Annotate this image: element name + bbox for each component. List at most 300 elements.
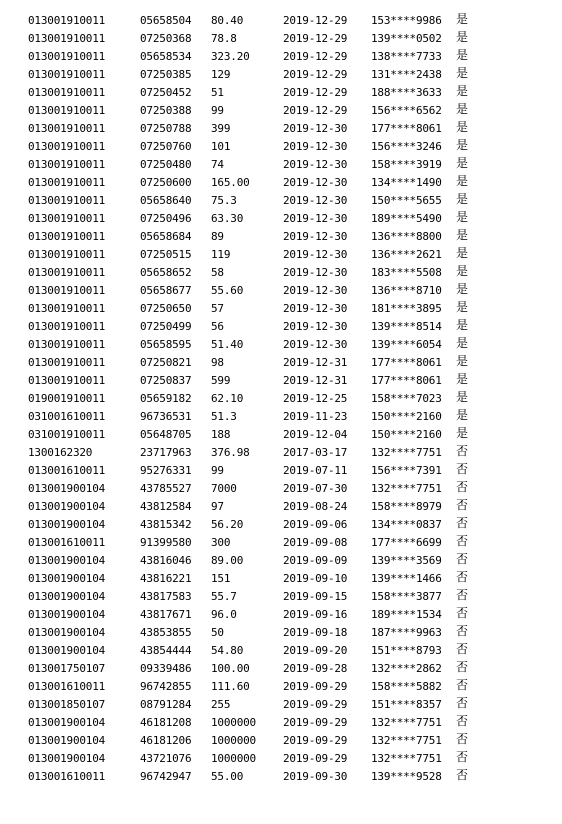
phone-cell: 138****7733 — [371, 50, 442, 63]
date-cell: 2019-12-29 — [283, 68, 348, 81]
date-cell: 2019-09-29 — [283, 680, 348, 693]
code-cell: 013001910011 — [28, 194, 106, 207]
table-row — [0, 102, 562, 120]
amount-cell: 57 — [211, 302, 224, 315]
table-row — [0, 120, 562, 138]
flag-cell: 是 — [456, 318, 468, 332]
number-cell: 91399580 — [140, 536, 192, 549]
phone-cell: 177****8061 — [371, 356, 442, 369]
number-cell: 46181206 — [140, 734, 192, 747]
amount-cell: 63.30 — [211, 212, 244, 225]
date-cell: 2019-12-29 — [283, 50, 348, 63]
phone-cell: 156****3246 — [371, 140, 442, 153]
flag-cell: 否 — [456, 606, 468, 620]
amount-cell: 99 — [211, 464, 224, 477]
code-cell: 013001910011 — [28, 266, 106, 279]
phone-cell: 158****5882 — [371, 680, 442, 693]
number-cell: 96742947 — [140, 770, 192, 783]
date-cell: 2019-12-29 — [283, 104, 348, 117]
number-cell: 05658595 — [140, 338, 192, 351]
date-cell: 2019-09-08 — [283, 536, 348, 549]
number-cell: 07250760 — [140, 140, 192, 153]
code-cell: 013001900104 — [28, 608, 106, 621]
date-cell: 2019-12-31 — [283, 374, 348, 387]
amount-cell: 188 — [211, 428, 231, 441]
amount-cell: 55.00 — [211, 770, 244, 783]
number-cell: 43853855 — [140, 626, 192, 639]
amount-cell: 80.40 — [211, 14, 244, 27]
flag-cell: 否 — [456, 642, 468, 656]
amount-cell: 119 — [211, 248, 231, 261]
number-cell: 07250515 — [140, 248, 192, 261]
table-row — [0, 498, 562, 516]
amount-cell: 58 — [211, 266, 224, 279]
date-cell: 2019-09-18 — [283, 626, 348, 639]
code-cell: 013001750107 — [28, 662, 106, 675]
number-cell: 07250480 — [140, 158, 192, 171]
table-row — [0, 390, 562, 408]
flag-cell: 是 — [456, 336, 468, 350]
phone-cell: 158****3877 — [371, 590, 442, 603]
table-row — [0, 462, 562, 480]
amount-cell: 78.8 — [211, 32, 237, 45]
flag-cell: 是 — [456, 372, 468, 386]
table-row — [0, 336, 562, 354]
date-cell: 2019-09-29 — [283, 716, 348, 729]
code-cell: 013001910011 — [28, 320, 106, 333]
table-row — [0, 408, 562, 426]
date-cell: 2019-09-09 — [283, 554, 348, 567]
table-row — [0, 138, 562, 156]
phone-cell: 189****5490 — [371, 212, 442, 225]
flag-cell: 否 — [456, 462, 468, 476]
code-cell: 013001900104 — [28, 716, 106, 729]
phone-cell: 158****3919 — [371, 158, 442, 171]
number-cell: 43721076 — [140, 752, 192, 765]
flag-cell: 是 — [456, 228, 468, 242]
amount-cell: 1000000 — [211, 716, 256, 729]
code-cell: 013001610011 — [28, 770, 106, 783]
code-cell: 013001910011 — [28, 230, 106, 243]
table-row — [0, 552, 562, 570]
date-cell: 2019-11-23 — [283, 410, 348, 423]
date-cell: 2019-12-25 — [283, 392, 348, 405]
number-cell: 43816221 — [140, 572, 192, 585]
flag-cell: 否 — [456, 588, 468, 602]
phone-cell: 132****7751 — [371, 752, 442, 765]
number-cell: 23717963 — [140, 446, 192, 459]
amount-cell: 51.3 — [211, 410, 237, 423]
number-cell: 09339486 — [140, 662, 192, 675]
code-cell: 013001900104 — [28, 626, 106, 639]
amount-cell: 96.0 — [211, 608, 237, 621]
table-row — [0, 66, 562, 84]
amount-cell: 55.60 — [211, 284, 244, 297]
number-cell: 43812584 — [140, 500, 192, 513]
code-cell: 1300162320 — [28, 446, 93, 459]
date-cell: 2019-09-29 — [283, 698, 348, 711]
date-cell: 2019-12-30 — [283, 194, 348, 207]
phone-cell: 183****5508 — [371, 266, 442, 279]
date-cell: 2019-07-11 — [283, 464, 348, 477]
table-row — [0, 210, 562, 228]
number-cell: 07250837 — [140, 374, 192, 387]
date-cell: 2019-09-06 — [283, 518, 348, 531]
table-row — [0, 588, 562, 606]
number-cell: 07250388 — [140, 104, 192, 117]
amount-cell: 1000000 — [211, 734, 256, 747]
code-cell: 013001900104 — [28, 500, 106, 513]
table-row — [0, 192, 562, 210]
flag-cell: 否 — [456, 552, 468, 566]
phone-cell: 139****9528 — [371, 770, 442, 783]
amount-cell: 300 — [211, 536, 231, 549]
number-cell: 07250788 — [140, 122, 192, 135]
number-cell: 96742855 — [140, 680, 192, 693]
flag-cell: 是 — [456, 300, 468, 314]
date-cell: 2019-12-29 — [283, 32, 348, 45]
amount-cell: 74 — [211, 158, 224, 171]
table-row — [0, 84, 562, 102]
flag-cell: 是 — [456, 264, 468, 278]
date-cell: 2019-09-15 — [283, 590, 348, 603]
table-row — [0, 156, 562, 174]
date-cell: 2019-12-30 — [283, 158, 348, 171]
phone-cell: 139****8514 — [371, 320, 442, 333]
number-cell: 07250368 — [140, 32, 192, 45]
table-row — [0, 768, 562, 786]
phone-cell: 156****6562 — [371, 104, 442, 117]
table-row — [0, 228, 562, 246]
table-row — [0, 12, 562, 30]
date-cell: 2019-08-24 — [283, 500, 348, 513]
table-row — [0, 570, 562, 588]
date-cell: 2019-12-29 — [283, 14, 348, 27]
date-cell: 2019-09-28 — [283, 662, 348, 675]
amount-cell: 151 — [211, 572, 231, 585]
amount-cell: 99 — [211, 104, 224, 117]
flag-cell: 否 — [456, 660, 468, 674]
table-row — [0, 48, 562, 66]
code-cell: 019001910011 — [28, 392, 106, 405]
code-cell: 013001850107 — [28, 698, 106, 711]
date-cell: 2019-09-30 — [283, 770, 348, 783]
table-row — [0, 534, 562, 552]
code-cell: 013001910011 — [28, 68, 106, 81]
code-cell: 013001900104 — [28, 734, 106, 747]
flag-cell: 是 — [456, 390, 468, 404]
amount-cell: 129 — [211, 68, 231, 81]
date-cell: 2019-12-29 — [283, 86, 348, 99]
flag-cell: 否 — [456, 678, 468, 692]
phone-cell: 150****5655 — [371, 194, 442, 207]
amount-cell: 98 — [211, 356, 224, 369]
number-cell: 43815342 — [140, 518, 192, 531]
number-cell: 07250499 — [140, 320, 192, 333]
code-cell: 013001900104 — [28, 572, 106, 585]
date-cell: 2019-07-30 — [283, 482, 348, 495]
date-cell: 2019-12-30 — [283, 284, 348, 297]
code-cell: 013001910011 — [28, 374, 106, 387]
flag-cell: 是 — [456, 66, 468, 80]
amount-cell: 7000 — [211, 482, 237, 495]
table-row — [0, 624, 562, 642]
date-cell: 2019-12-31 — [283, 356, 348, 369]
code-cell: 013001910011 — [28, 176, 106, 189]
flag-cell: 是 — [456, 156, 468, 170]
phone-cell: 136****8800 — [371, 230, 442, 243]
phone-cell: 151****8793 — [371, 644, 442, 657]
flag-cell: 是 — [456, 120, 468, 134]
date-cell: 2017-03-17 — [283, 446, 348, 459]
flag-cell: 否 — [456, 696, 468, 710]
code-cell: 013001910011 — [28, 338, 106, 351]
flag-cell: 否 — [456, 732, 468, 746]
flag-cell: 否 — [456, 534, 468, 548]
table-row — [0, 480, 562, 498]
flag-cell: 是 — [456, 30, 468, 44]
number-cell: 05658652 — [140, 266, 192, 279]
flag-cell: 是 — [456, 426, 468, 440]
amount-cell: 111.60 — [211, 680, 250, 693]
table-row — [0, 606, 562, 624]
amount-cell: 97 — [211, 500, 224, 513]
table-row — [0, 444, 562, 462]
code-cell: 013001900104 — [28, 644, 106, 657]
date-cell: 2019-12-04 — [283, 428, 348, 441]
flag-cell: 是 — [456, 408, 468, 422]
number-cell: 05658684 — [140, 230, 192, 243]
amount-cell: 323.20 — [211, 50, 250, 63]
amount-cell: 89 — [211, 230, 224, 243]
phone-cell: 136****2621 — [371, 248, 442, 261]
amount-cell: 55.7 — [211, 590, 237, 603]
flag-cell: 是 — [456, 12, 468, 26]
date-cell: 2019-12-30 — [283, 266, 348, 279]
table-row — [0, 174, 562, 192]
number-cell: 07250452 — [140, 86, 192, 99]
phone-cell: 131****2438 — [371, 68, 442, 81]
amount-cell: 1000000 — [211, 752, 256, 765]
phone-cell: 150****2160 — [371, 428, 442, 441]
flag-cell: 否 — [456, 480, 468, 494]
phone-cell: 177****6699 — [371, 536, 442, 549]
date-cell: 2019-12-30 — [283, 212, 348, 225]
code-cell: 013001910011 — [28, 248, 106, 261]
code-cell: 013001910011 — [28, 212, 106, 225]
phone-cell: 134****1490 — [371, 176, 442, 189]
table-row — [0, 750, 562, 768]
code-cell: 013001900104 — [28, 752, 106, 765]
phone-cell: 187****9963 — [371, 626, 442, 639]
number-cell: 05658504 — [140, 14, 192, 27]
code-cell: 013001910011 — [28, 158, 106, 171]
phone-cell: 150****2160 — [371, 410, 442, 423]
phone-cell: 181****3895 — [371, 302, 442, 315]
phone-cell: 158****7023 — [371, 392, 442, 405]
amount-cell: 599 — [211, 374, 231, 387]
amount-cell: 56.20 — [211, 518, 244, 531]
number-cell: 46181208 — [140, 716, 192, 729]
phone-cell: 139****3569 — [371, 554, 442, 567]
table-row — [0, 660, 562, 678]
date-cell: 2019-12-30 — [283, 248, 348, 261]
phone-cell: 153****9986 — [371, 14, 442, 27]
flag-cell: 否 — [456, 444, 468, 458]
code-cell: 013001900104 — [28, 482, 106, 495]
table-row — [0, 714, 562, 732]
code-cell: 013001910011 — [28, 50, 106, 63]
number-cell: 95276331 — [140, 464, 192, 477]
flag-cell: 否 — [456, 516, 468, 530]
amount-cell: 62.10 — [211, 392, 244, 405]
date-cell: 2019-12-30 — [283, 230, 348, 243]
code-cell: 013001910011 — [28, 104, 106, 117]
date-cell: 2019-12-30 — [283, 122, 348, 135]
phone-cell: 189****1534 — [371, 608, 442, 621]
number-cell: 08791284 — [140, 698, 192, 711]
code-cell: 013001610011 — [28, 680, 106, 693]
flag-cell: 否 — [456, 624, 468, 638]
phone-cell: 177****8061 — [371, 374, 442, 387]
date-cell: 2019-09-10 — [283, 572, 348, 585]
date-cell: 2019-09-16 — [283, 608, 348, 621]
table-row — [0, 372, 562, 390]
amount-cell: 51 — [211, 86, 224, 99]
phone-cell: 188****3633 — [371, 86, 442, 99]
number-cell: 43817671 — [140, 608, 192, 621]
amount-cell: 50 — [211, 626, 224, 639]
number-cell: 05658534 — [140, 50, 192, 63]
code-cell: 013001910011 — [28, 140, 106, 153]
date-cell: 2019-12-30 — [283, 302, 348, 315]
amount-cell: 100.00 — [211, 662, 250, 675]
phone-cell: 177****8061 — [371, 122, 442, 135]
flag-cell: 是 — [456, 48, 468, 62]
table-row — [0, 264, 562, 282]
code-cell: 013001910011 — [28, 356, 106, 369]
flag-cell: 否 — [456, 570, 468, 584]
phone-cell: 132****7751 — [371, 482, 442, 495]
number-cell: 43816046 — [140, 554, 192, 567]
flag-cell: 是 — [456, 174, 468, 188]
table-row — [0, 426, 562, 444]
code-cell: 013001900104 — [28, 554, 106, 567]
code-cell: 013001900104 — [28, 590, 106, 603]
table-row — [0, 696, 562, 714]
code-cell: 031001910011 — [28, 428, 106, 441]
table-row — [0, 30, 562, 48]
phone-cell: 132****7751 — [371, 734, 442, 747]
phone-cell: 139****1466 — [371, 572, 442, 585]
date-cell: 2019-09-29 — [283, 734, 348, 747]
flag-cell: 否 — [456, 768, 468, 782]
table-row — [0, 354, 562, 372]
phone-cell: 151****8357 — [371, 698, 442, 711]
flag-cell: 是 — [456, 192, 468, 206]
code-cell: 013001910011 — [28, 14, 106, 27]
phone-cell: 134****0837 — [371, 518, 442, 531]
table-row — [0, 732, 562, 750]
flag-cell: 是 — [456, 354, 468, 368]
number-cell: 05658677 — [140, 284, 192, 297]
amount-cell: 376.98 — [211, 446, 250, 459]
date-cell: 2019-09-20 — [283, 644, 348, 657]
number-cell: 96736531 — [140, 410, 192, 423]
table-row — [0, 318, 562, 336]
number-cell: 07250496 — [140, 212, 192, 225]
number-cell: 07250600 — [140, 176, 192, 189]
number-cell: 43854444 — [140, 644, 192, 657]
flag-cell: 否 — [456, 714, 468, 728]
date-cell: 2019-12-30 — [283, 140, 348, 153]
amount-cell: 51.40 — [211, 338, 244, 351]
phone-cell: 132****7751 — [371, 446, 442, 459]
amount-cell: 89.00 — [211, 554, 244, 567]
table-row — [0, 300, 562, 318]
table-row — [0, 516, 562, 534]
table-row — [0, 678, 562, 696]
flag-cell: 是 — [456, 102, 468, 116]
code-cell: 013001610011 — [28, 536, 106, 549]
code-cell: 013001610011 — [28, 464, 106, 477]
code-cell: 013001900104 — [28, 518, 106, 531]
date-cell: 2019-09-29 — [283, 752, 348, 765]
number-cell: 43785527 — [140, 482, 192, 495]
code-cell: 013001910011 — [28, 122, 106, 135]
flag-cell: 否 — [456, 498, 468, 512]
amount-cell: 56 — [211, 320, 224, 333]
number-cell: 07250650 — [140, 302, 192, 315]
phone-cell: 132****7751 — [371, 716, 442, 729]
phone-cell: 158****8979 — [371, 500, 442, 513]
code-cell: 013001910011 — [28, 32, 106, 45]
phone-cell: 136****8710 — [371, 284, 442, 297]
number-cell: 43817583 — [140, 590, 192, 603]
flag-cell: 是 — [456, 84, 468, 98]
flag-cell: 是 — [456, 282, 468, 296]
amount-cell: 165.00 — [211, 176, 250, 189]
phone-cell: 139****6054 — [371, 338, 442, 351]
phone-cell: 156****7391 — [371, 464, 442, 477]
table-row — [0, 246, 562, 264]
table-row — [0, 642, 562, 660]
amount-cell: 54.80 — [211, 644, 244, 657]
code-cell: 031001610011 — [28, 410, 106, 423]
amount-cell: 75.3 — [211, 194, 237, 207]
flag-cell: 是 — [456, 246, 468, 260]
code-cell: 013001910011 — [28, 86, 106, 99]
phone-cell: 132****2862 — [371, 662, 442, 675]
table-row — [0, 282, 562, 300]
number-cell: 05659182 — [140, 392, 192, 405]
code-cell: 013001910011 — [28, 302, 106, 315]
number-cell: 07250385 — [140, 68, 192, 81]
flag-cell: 否 — [456, 750, 468, 764]
number-cell: 05648705 — [140, 428, 192, 441]
amount-cell: 399 — [211, 122, 231, 135]
amount-cell: 255 — [211, 698, 231, 711]
amount-cell: 101 — [211, 140, 231, 153]
code-cell: 013001910011 — [28, 284, 106, 297]
date-cell: 2019-12-30 — [283, 176, 348, 189]
flag-cell: 是 — [456, 138, 468, 152]
number-cell: 07250821 — [140, 356, 192, 369]
date-cell: 2019-12-30 — [283, 338, 348, 351]
date-cell: 2019-12-30 — [283, 320, 348, 333]
number-cell: 05658640 — [140, 194, 192, 207]
phone-cell: 139****0502 — [371, 32, 442, 45]
